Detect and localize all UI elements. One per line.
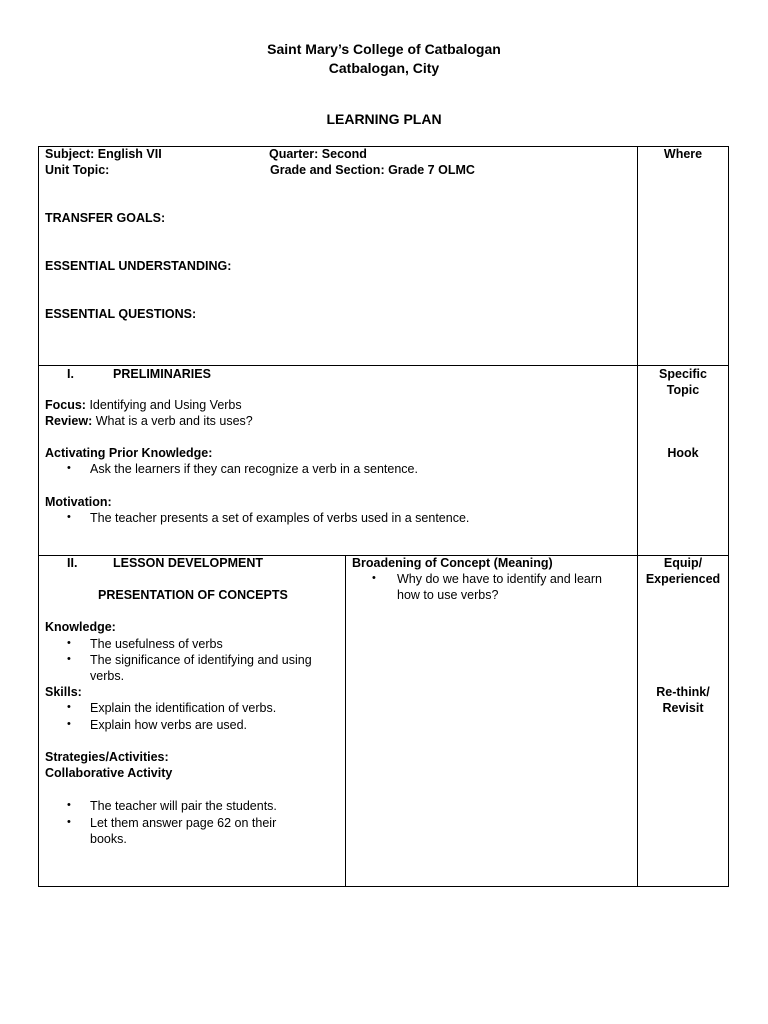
section-numeral: II. <box>67 556 78 570</box>
quarter-label: Quarter: Second <box>269 147 367 161</box>
skills-item: Explain how verbs are used. <box>90 718 248 732</box>
bullet-icon: • <box>67 701 71 713</box>
bullet-icon: • <box>67 799 71 811</box>
bullet-icon: • <box>372 572 376 584</box>
subject-label: Subject: English VII <box>45 147 162 161</box>
review-text: What is a verb and its uses? <box>92 414 253 428</box>
activity-item: Let them answer page 62 on their <box>90 816 277 830</box>
knowledge-item: The usefulness of verbs <box>90 637 223 651</box>
side-label-revisit: Revisit <box>662 701 704 715</box>
focus-line <box>45 397 242 413</box>
activity-item: The teacher will pair the students. <box>90 799 277 813</box>
essential-understanding-label: ESSENTIAL UNDERSTANDING: <box>45 259 232 273</box>
presentation-heading: PRESENTATION OF CONCEPTS <box>98 588 288 602</box>
apk-bullet: Ask the learners if they can recognize a verb in a sentence. <box>90 462 418 476</box>
school-city: Catbalogan, City <box>328 60 440 76</box>
broadening-label: Broadening of Concept (Meaning) <box>352 556 553 570</box>
section-heading: PRELIMINARIES <box>113 367 211 381</box>
bullet-icon: • <box>67 816 71 828</box>
side-label-topic: Topic <box>666 383 700 397</box>
section-heading: LESSON DEVELOPMENT <box>113 556 264 570</box>
side-label-hook: Hook <box>667 446 699 460</box>
focus-label: Focus: <box>45 398 86 412</box>
school-name: Saint Mary’s College of Catbalogan <box>267 41 501 57</box>
unit-topic-label: Unit Topic: <box>45 163 110 177</box>
side-label-experienced: Experienced <box>645 572 721 586</box>
strategies-label: Strategies/Activities: <box>45 750 169 764</box>
skills-item: Explain the identification of verbs. <box>90 701 277 715</box>
essential-questions-label: ESSENTIAL QUESTIONS: <box>45 307 197 321</box>
bullet-icon: • <box>67 462 71 474</box>
section-numeral: I. <box>67 367 74 381</box>
grade-section-label: Grade and Section: Grade 7 OLMC <box>270 163 475 177</box>
transfer-goals-label: TRANSFER GOALS: <box>45 211 166 225</box>
bullet-icon: • <box>67 637 71 649</box>
bullet-icon: • <box>67 718 71 730</box>
motivation-bullet: The teacher presents a set of examples of verbs used in a sentence. <box>90 511 470 525</box>
motivation-label: Motivation: <box>45 495 112 509</box>
knowledge-item-continued: verbs. <box>90 669 125 683</box>
apk-label: Activating Prior Knowledge: <box>45 446 213 460</box>
side-label-where: Where <box>663 147 703 161</box>
knowledge-item: The significance of identifying and using <box>90 653 312 667</box>
knowledge-label: Knowledge: <box>45 620 116 634</box>
side-label-specific: Specific <box>659 367 707 381</box>
broadening-item: Why do we have to identify and learn <box>397 572 602 586</box>
focus-text: Identifying and Using Verbs <box>85 398 242 412</box>
side-label-equip: Equip/ <box>663 556 703 570</box>
collaborative-label: Collaborative Activity <box>45 766 173 780</box>
page-title: LEARNING PLAN <box>326 111 442 127</box>
bullet-icon: • <box>67 511 71 523</box>
skills-label: Skills: <box>45 685 82 699</box>
review-label: Review: <box>45 414 93 428</box>
bullet-icon: • <box>67 653 71 665</box>
broadening-item-continued: how to use verbs? <box>397 588 499 602</box>
side-label-rethink: Re-think/ <box>656 685 710 699</box>
activity-item-continued: books. <box>90 832 127 846</box>
review-line <box>45 413 253 429</box>
